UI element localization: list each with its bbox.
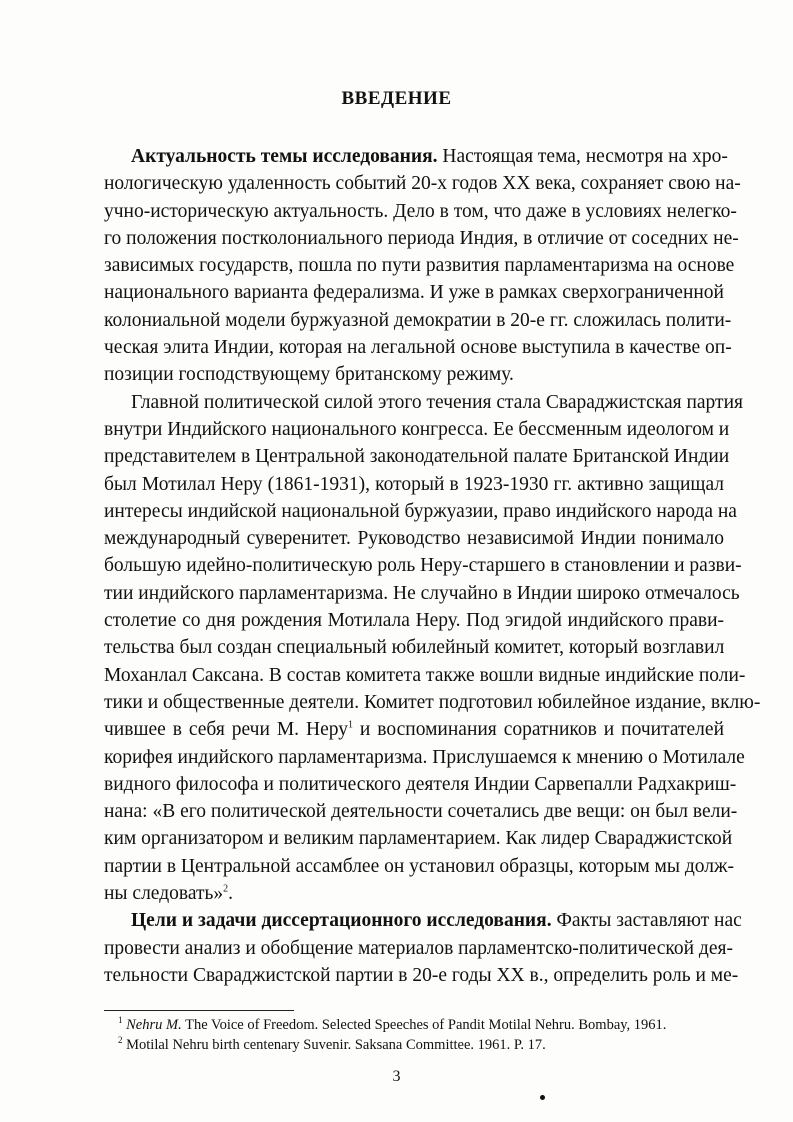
paragraph-2-line: нана: «В его политической деятельности сочетались две вещи: он был вели-	[104, 801, 738, 823]
paragraph-2-line: партии в Центральной ассамблее он установил образцы, которым мы долж-	[104, 855, 734, 877]
paragraph-1-line: учно-историческую актуальность. Дело в том, что даже в условиях нелегко-	[104, 200, 737, 222]
paragraph-2-line: ким организатором и великим парламентарием. Как лидер Свараджистской	[104, 828, 733, 850]
paragraph-2-line: столетие со дня рождения Мотилала Неру. Под эгидой индийского прави-	[104, 610, 724, 632]
paragraph-2-line: тельства был создан специальный юбилейный комитет, который возглавил	[104, 637, 725, 659]
paragraph-2-line: внутри Индийского национального конгресса. Ее бессменным идеологом и	[104, 418, 730, 440]
paragraph-2-line: Главной политической силой этого течения стала Свараджистская партия	[131, 391, 743, 413]
paragraph-2-line: был Мотилал Неру (1861-1931), который в 1923-1930 гг. активно защищал	[104, 473, 724, 495]
page-number: 3	[392, 1068, 401, 1085]
body-text	[104, 143, 761, 989]
paragraph-3-line: провести анализ и обобщение материалов парламентско-политической дея-	[104, 937, 733, 959]
paragraph-2-line: представителем в Центральной законодательной палате Британской Индии	[104, 446, 730, 468]
footnote-2: $^2$ Motilal Nehru birth centenary Suvenir. Saksana Committee. 1961. P. 17.	[118, 1035, 546, 1053]
footnote-divider	[104, 1010, 294, 1011]
footnote-1: $^1$ Nehru M. The Voice of Freedom. Selected Speeches of Pandit Motilal Nehru. Bombay, 1961.	[118, 1015, 667, 1033]
scan-speck	[540, 1095, 545, 1100]
footnotes	[104, 1010, 724, 1055]
footnote-ref-2[interactable]: 2	[223, 883, 229, 895]
paragraph-2-line: ны следовать»$^2$.	[104, 883, 234, 905]
paragraph-1-line: ческая элита Индии, которая на легальной основе выступила в качестве оп-	[104, 337, 732, 359]
paragraph-2-line: Моханлал Саксана. В состав комитета также вошли видные индийские поли-	[104, 664, 746, 686]
page-title: ВВЕДЕНИЕ	[341, 88, 452, 109]
paragraph-2-line: интересы индийской национальной буржуазии, право индийского народа на	[104, 500, 737, 522]
paragraph-3-line: Цели и задачи диссертационного исследования. Факты заставляют нас	[131, 910, 742, 932]
paragraph-1-line: позиции господствующему британскому режиму.	[104, 364, 514, 386]
paragraph-1-line: национального варианта федерализма. И уже в рамках сверхограниченной	[104, 282, 724, 304]
paragraph-2-line: международный суверенитет. Руководство независимой Индии понимало	[104, 528, 724, 550]
section-lead-goals: Цели и задачи диссертационного исследования.	[131, 910, 552, 932]
paragraph-1-line: го положения постколониального периода Индия, в отличие от соседних не-	[104, 227, 739, 249]
section-lead-relevance: Актуальность темы исследования.	[131, 146, 438, 167]
footnote-ref-1[interactable]: 1	[347, 719, 353, 731]
paragraph-2-line: корифея индийского парламентаризма. Прислушаемся к мнению о Мотилале	[104, 746, 745, 768]
paragraph-2-line: тики и общественные деятели. Комитет подготовил юбилейное издание, вклю-	[104, 691, 761, 713]
paragraph-2-line: видного философа и политического деятеля Индии Сарвепалли Радхакриш-	[104, 773, 737, 795]
paragraph-1-line: зависимых государств, пошла по пути развития парламентаризма на основе	[104, 255, 735, 277]
paragraph-1-line: колониальной модели буржуазной демократии в 20-е гг. сложилась полити-	[104, 309, 732, 331]
paragraph-2-line: большую идейно-политическую роль Неру-старшего в становлении и разви-	[104, 555, 742, 577]
paragraph-2-line: чившее в себя речи М. Неру$^1$ и воспоминания соратников и почитателей	[104, 719, 724, 741]
paragraph-2-line: тии индийского парламентаризма. Не случайно в Индии широко отмечалось	[104, 582, 740, 604]
paragraph-1-line: нологическую удаленность событий 20-х годов XX века, сохраняет свою на-	[104, 173, 741, 195]
paragraph-1-line: Актуальность темы исследования. Настоящая тема, несмотря на хро-	[131, 146, 728, 167]
paragraph-3-line: тельности Свараджистской партии в 20-е годы XX в., определить роль и ме-	[104, 964, 739, 986]
